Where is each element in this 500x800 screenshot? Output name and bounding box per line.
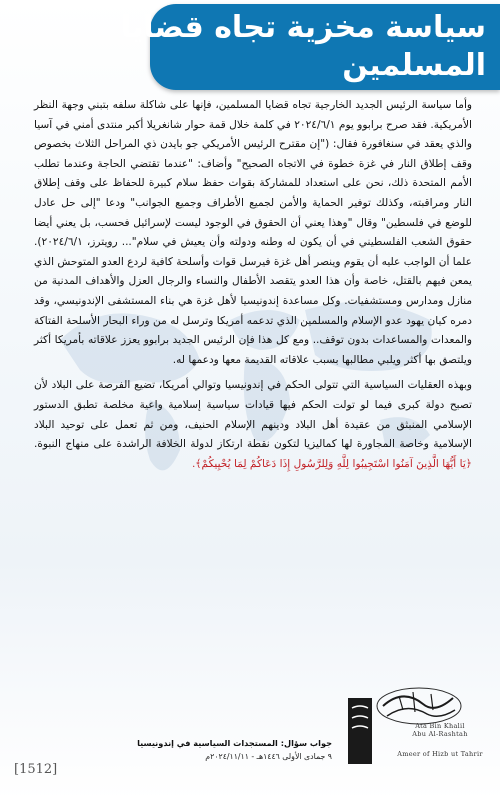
title-line-1: سياسة مخزية تجاه قضايا: [120, 10, 486, 45]
title-banner: [120, 4, 500, 90]
seal-name-line-1: Ata Bin Khalil: [415, 722, 465, 730]
paragraph-1: وأما سياسة الرئيس الجديد الخارجية تجاه قضايا المسلمين، فإنها على شاكلة سلفه بتبني وجهة النظر الأمريكية. فقد صرح برابوو يوم ٢٠٢٤/٦/١ في كلمة خلال قمة حوار شانغريلا أكبر منتدى أمني في آسيا والذي يعقد في سنغافورة فقال: ("إن مقترح الرئيس الأمريكي جو بايدن ذي المراحل الثلاث بخصوص وقف إطلاق النار في غزة خطوة في الاتجاه الصحيح" وأضاف: "عندما تقتضي الحاجة وعندما تطلب الأمم المتحدة ذلك، نحن على استعداد للمشاركة بقوات حفظ سلام كبيرة للحفاظ على وقف إطلاق النار ومراقبته، وكذلك توفير الحماية والأمن لجميع الأطراف وجميع الجوانب" ودعا "إلى حل عادل للوضع في فلسطين" وقال "وهذا يعني أن الحقوق في الوجود ليست لإسرائيل فحسب، بل يعني أيضا حقوق الشعب الفلسطيني في أن يكون له وطنه ودولته وأن يعيش في سلام"... رويترز، ٢٠٢٤/٦/١). علما أن الواجب عليه أن يقوم وينصر أهل غزة فيرسل قوات وأسلحة كافية لردع العدو المتوحش الذي يمعن فيهم بالقتل، خاصة وأن هذا العدو يتقصد الأطفال والنساء والرجال العزل والأهداف المدنية من منازل ومدارس ومستشفيات. وكل مساعدة إندونيسيا لأهل غزة هي بناء المستشفى الإندونيسي، وقد دمره كيان يهود عدو الإسلام والمسلمين الذي تدعمه أمريكا وترسل له من وراء البحار الأسلحة الفتاكة والمعدات والمساعدات بدون توقف.. ومع كل هذا فإن الرئيس الجديد برابوو يعزز علاقاته بأمريكا أكثر ويلتصق بها أكثر ويلبي مطالبها بسبب علاقاته القديمة معها ودعمها له.: [34, 99, 472, 366]
paragraph-2: [34, 376, 472, 474]
paragraph-2-text: وبهذه العقليات السياسية التي تتولى الحكم في إندونيسيا وتوالي أمريكا، تضيع الفرصة على البلاد لأن تصبح دولة كبرى فيما لو تولت الحكم فيها قيادات سياسية إسلامية واعية مخلصة تطبق الدستور الإسلامي المنبثق من عقيدة أهل البلاد ودينهم الإسلام الحنيف، ومن ثم تعمل على توحيد البلاد الإسلامية وخاصة المجاورة لها كماليزيا لتكون نقطة ارتكاز لدولة الخلافة الراشدة على منهاج النبوة.: [34, 379, 472, 451]
footer-date: ٩ جمادى الأولى ١٤٤٦هـ - ٢٠٢٤/١١/١١م: [205, 752, 332, 761]
flag-icon: [346, 694, 374, 768]
article-body: [34, 96, 472, 478]
page-number: [1512]: [14, 762, 58, 777]
seal-name-line-3: Ameer of Hizb ut Tahrir: [397, 750, 483, 758]
title-line-2: المسلمين: [342, 48, 486, 83]
seal-name-line-2: Abu Al-Rashtah: [412, 730, 468, 738]
quran-verse: ﴿يَا أَيُّهَا الَّذِينَ آمَنُوا اسْتَجِيبُوا لِلَّهِ وَلِلرَّسُولِ إِذَا دَعَاكُمْ لِمَا يُحْيِيكُمْ﴾.: [191, 457, 472, 470]
seal-caption: [380, 722, 500, 758]
footer-title: جواب سؤال: المستجدات السياسية في إندونيسيا: [137, 738, 332, 748]
